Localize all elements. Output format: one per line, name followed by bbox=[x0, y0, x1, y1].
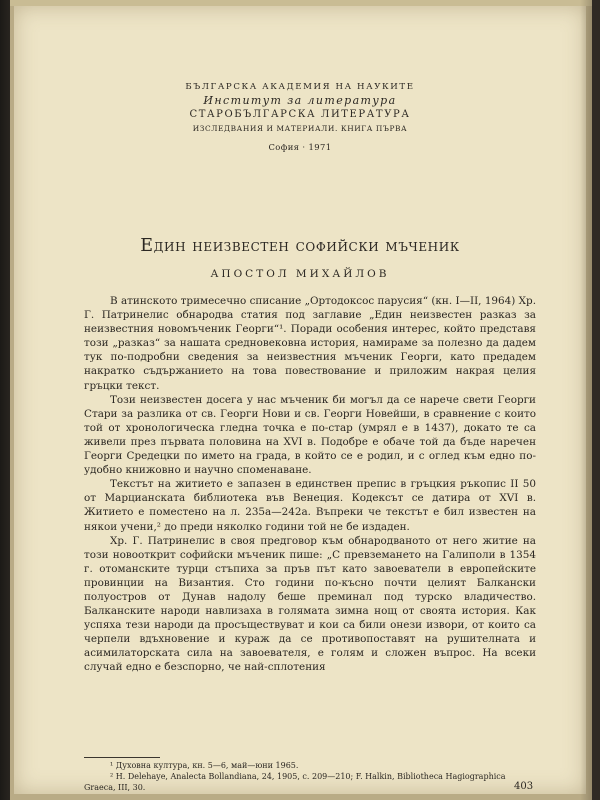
footnote-rule bbox=[84, 757, 160, 758]
paragraph: Хр. Г. Патринелис в своя предговор към обнародваното от него житие на този новооткрит софийски мъченик пише: „С превземането на Галиполи в 1354 г. отоманските турци стъпиха за пръв път като завоеватели в европейските провинции на Византия. Сто години по-късно почти целият Балкански полуостров от Дунав надолу беше преминал под турско владичество. Балканските народи навлизаха в голямата зимна нощ от своята история. Как успяха тези народи да просъществуват и кои са били онези извори, от които са черпели вдъхновение и кураж да се противопоставят на рушителната и асимилаторската сила на завоевателя, е голям и сложен въпрос. На всеки случай едно е безспорно, че най-сплотения bbox=[84, 534, 536, 674]
paragraph: Този неизвестен досега у нас мъченик би могъл да се нарече свети Георги Стари за разлика от св. Георги Нови и св. Георги Новейши, в сравнение с които той от хронологическа гледна точка е по-стар (умрял е в 1437), докато те са живели през първата половина на XVI в. Подобре е обаче той да бъде наречен Георги Средецки по името на града, в който се е родил, и с оглед към едно по-удобно книжовно и научно споменаване. bbox=[84, 393, 536, 477]
academy-name: БЪЛГАРСКА АКАДЕМИЯ НА НАУКИТЕ bbox=[185, 82, 415, 92]
article-title: Един неизвестен софийски мъченик bbox=[140, 236, 460, 256]
page-fold-shadow bbox=[580, 0, 592, 800]
city-year: София · 1971 bbox=[268, 142, 332, 152]
institute-name: Институт за литература bbox=[203, 94, 397, 107]
series-subtitle: ИЗСЛЕДВАНИЯ И МАТЕРИАЛИ. КНИГА ПЪРВА bbox=[192, 124, 408, 133]
article-author: АПОСТОЛ МИХАЙЛОВ bbox=[210, 268, 390, 280]
series-title: СТАРОБЪЛГАРСКА ЛИТЕРАТУРА bbox=[189, 109, 411, 120]
footnotes bbox=[84, 760, 536, 793]
page-number: 403 bbox=[514, 781, 534, 792]
publication-header bbox=[14, 80, 586, 154]
paragraph: В атинското тримесечно списание „Ортодоксос парусия“ (кн. I—II, 1964) Хр. Г. Патринелис обнародва статия под заглавие „Един неизвестен разказ за неизвестния новомъченик Георги“¹. Поради особения интерес, който представя този „разказ“ за нашата средновековна история, намираме за полезно да дадем тук по-подробни сведения за неизвестния мъченик Георги, като предадем накратко съдържанието на това повествование и приложим накрая целия гръцки текст. bbox=[84, 295, 536, 392]
book-page bbox=[14, 6, 586, 794]
paragraph: Текстът на житието е запазен в единствен препис в гръцкия ръкопис II 50 от Марцианската библиотека във Венеция. Кодексът се датира от XVI в. Житието е поместено на л. 235а—242а. Въпреки че текстът е бил известен на някои учени,² до преди няколко години той не бе издаден. bbox=[84, 478, 536, 533]
footnote: ² H. Delehaye, Analecta Bollandiana, 24, 1905, с. 209—210; F. Halkin, Bibliotheca Hagiographica Graeca, III, 30. bbox=[84, 772, 506, 792]
footnote: ¹ Духовна култура, кн. 5—6, май—юни 1965. bbox=[110, 761, 299, 770]
article-body bbox=[84, 294, 536, 675]
